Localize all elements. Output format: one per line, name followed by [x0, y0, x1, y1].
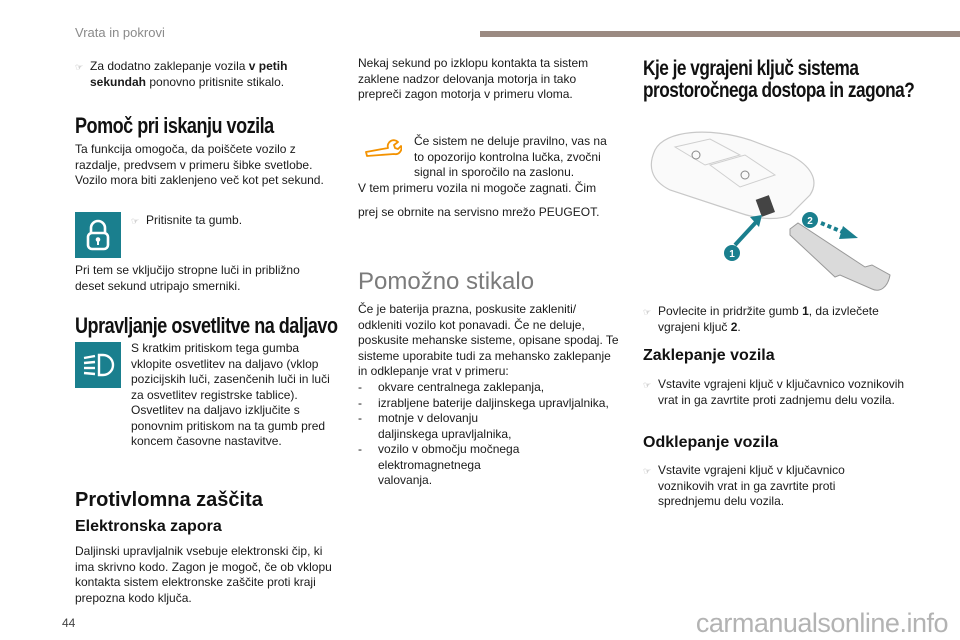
- header-bar: [480, 31, 960, 37]
- aux-switch-list: [358, 380, 623, 489]
- svg-text:1: 1: [729, 249, 735, 260]
- anti-theft-text: Daljinski upravljalnik vsebuje elektronski čip, ki ima skrivno kodo. Zagon je mogoč, če ob vklopu kontakta sistem elektronske zaščite proti kraji prepozna kodo ključa.: [75, 544, 332, 605]
- find-vehicle-after: Pri tem se vključijo stropne luči in približno deset sekund utripajo smerniki.: [75, 263, 300, 293]
- warning-text: Če sistem ne deluje pravilno, vas na to opozorijo kontrolna lučka, zvočni signal in sporočilo na zaslonu.: [414, 134, 607, 179]
- anti-theft-heading: Protivlomna zaščita: [75, 489, 263, 511]
- find-vehicle-bullet: ☞ Pritisnite ta gumb.: [131, 213, 242, 230]
- locking-heading: Zaklepanje vozila: [643, 347, 775, 364]
- warning-followup-2: prej se obrnite na servisno mrežo PEUGEOT.: [358, 205, 600, 219]
- headlights-text: S kratkim pritiskom tega gumba vklopite osvetlitev na daljavo (vklop pozicijskih luči, zasenčenih luči in luči za osvetlitev registrske tablice). Osvetlitev na daljavo izključite s ponovnim pritiskom na ta gumb pred koncem časovne nastavitve.: [131, 341, 330, 448]
- locking-bullet: ☞ Vstavite vgrajeni ključ v ključavnico voznikovih vrat in ga zavrtite proti zadnjemu delu vozila.: [643, 377, 905, 407]
- list-item: - izrabljene baterije daljinskega upravljalnika,: [358, 395, 609, 410]
- aux-switch-heading: Pomožno stikalo: [358, 268, 535, 295]
- svg-text:2: 2: [807, 216, 813, 227]
- list-item: - okvare centralnega zaklepanja,: [358, 380, 545, 394]
- embedded-key-heading: Kje je vgrajeni ključ sistema prostoročnega dostopa in zagona?: [643, 57, 915, 102]
- find-vehicle-text: Ta funkcija omogoča, da poiščete vozilo z razdalje, predvsem v primeru šibke svetlobe. Vozilo mora biti zaklenjeno več kot pet sekund.: [75, 142, 324, 187]
- list-item: - vozilo v območju močnega elektromagnetnega valovanja.: [358, 442, 520, 487]
- pointing-hand-icon: ☞: [131, 216, 140, 226]
- pointing-hand-icon: ☞: [75, 62, 84, 72]
- intro-bullet: ☞ Za dodatno zaklepanje vozila v petih sekundah ponovno pritisnite stikalo.: [75, 59, 288, 89]
- find-vehicle-heading: Pomoč pri iskanju vozila: [75, 113, 274, 138]
- wrench-icon: [364, 138, 402, 163]
- pointing-hand-icon: ☞: [643, 466, 652, 476]
- warning-followup-1: V tem primeru vozila ni mogoče zagnati. Čim: [358, 181, 597, 195]
- extract-key-bullet: ☞ Povlecite in pridržite gumb 1, da izvlečete vgrajeni ključ 2.: [643, 304, 879, 334]
- headlights-heading: Upravljanje osvetlitve na daljavo: [75, 313, 338, 338]
- aux-switch-text: Če je baterija prazna, poskusite zakleniti/ odkleniti vozilo kot ponavadi. Če ne deluje, poskusite mehanske sisteme, opisane spodaj. Te sisteme uporabite tudi za mehansko zaklepanje in odklepanje vrat v primeru:: [358, 302, 619, 378]
- page-number: 44: [62, 616, 76, 630]
- immobiliser-text: Nekaj sekund po izklopu kontakta ta sistem zaklene nadzor delovanja motorja in tako prepreči zagon motorja v primeru vloma.: [358, 56, 589, 101]
- unlocking-heading: Odklepanje vozila: [643, 434, 779, 451]
- list-item: - motnje v delovanju daljinskega upravljalnika,: [358, 411, 512, 441]
- unlocking-bullet: ☞ Vstavite vgrajeni ključ v ključavnico voznikovih vrat in ga zavrtite proti sprednjemu delu vozila.: [643, 463, 845, 508]
- headlamp-icon: [75, 342, 121, 388]
- key-fob-figure: [640, 125, 910, 295]
- pointing-hand-icon: ☞: [643, 307, 652, 317]
- immobiliser-subheading: Elektronska zapora: [75, 518, 222, 535]
- pointing-hand-icon: ☞: [643, 380, 652, 390]
- watermark: carmanualsonline.info: [695, 608, 948, 638]
- section-title: Vrata in pokrovi: [75, 25, 165, 40]
- padlock-icon: [75, 212, 121, 258]
